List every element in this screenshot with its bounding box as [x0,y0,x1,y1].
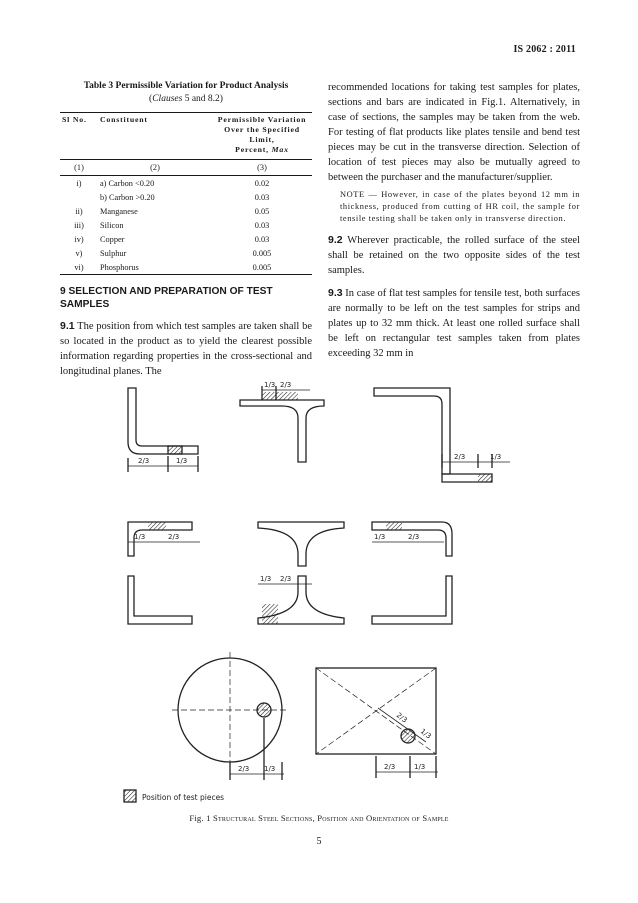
table-row: b) Carbon >0.20 0.03 [100,192,270,202]
figure-1 [80,378,558,818]
legend-label: Position of test pieces [142,793,225,802]
dim-two-thirds: 2/3 [280,575,292,583]
col-num-2: (2) [98,160,212,176]
paragraph-9-2: 9.2 Wherever practicable, the rolled surface of the steel shall be retained on the two opposite sides of the test samples. [328,234,580,276]
th-sl: Sl No. [62,115,87,124]
dim-two-thirds: 2/3 [384,763,396,771]
dim-two-thirds: 2/3 [168,533,180,541]
round-bar-section [172,652,288,780]
table-title: Table 3 Permissible Variation for Product Analysis [83,81,289,91]
running-header: IS 2062 : 2011 [513,44,576,55]
hatch-swatch [124,790,136,802]
dim-one-third: 1/3 [264,765,276,773]
dim-two-thirds: 2/3 [408,533,420,541]
table-row: v) Sulphur 0.005 [75,248,272,258]
table-row: iv) Copper 0.03 [74,234,270,244]
th-variation: Permissible Variation Over the Specified Limit, Percent, Max [217,115,307,154]
dim-one-third: 1/3 [176,457,188,465]
right-column [328,80,580,361]
table-row: iii) Silicon 0.03 [74,220,270,230]
i-beam-section [258,522,344,624]
tee-section [240,386,324,462]
figure-caption: Fig. 1 Structural Steel Sections, Position and Orientation of Sample [189,813,449,823]
paragraph-9-1: 9.1 The position from which test samples are taken shall be so located in the product as to yield the clearest possible information regarding properties in the cross-sectional and longitudinal planes. The [60,320,312,377]
dim-two-thirds: 2/3 [138,457,150,465]
section-9-heading: 9 SELECTION AND PREPARATION OF TEST SAMPLES [60,286,273,310]
th-constituent: Constituent [100,115,148,124]
rectangular-bar-section [316,668,438,778]
note: NOTE — However, in case of the plates beyond 12 mm in thickness, produced from cutting of HR coil, the sample for tensile testing shall be taken only in transverse direction. [340,190,580,223]
table-caption [60,80,312,106]
dim-one-third: 1/3 [260,575,272,583]
variation-table [60,112,312,275]
page-number: 5 [316,836,322,847]
angle-section-2 [374,388,510,482]
table-row: i) a) Carbon <0.20 0.02 [76,178,270,188]
dim-one-third: 1/3 [490,453,502,461]
dim-two-thirds: 2/3 [280,381,292,389]
left-column [60,80,312,379]
col-num-1: (1) [60,160,98,176]
paragraph-9-3: 9.3 In case of flat test samples for tensile test, both surfaces are normally to be left on the test samples for strips and plates up to 32 mm thick. At least one rolled surface shall be left on rectangular test samples taken from plates exceeding 32 mm in [328,287,580,359]
dim-one-third: 1/3 [134,533,146,541]
dim-two-thirds: 2/3 [394,711,409,725]
dim-two-thirds: 2/3 [238,765,250,773]
col-num-3: (3) [212,160,312,176]
table-row: ii) Manganese 0.05 [75,206,270,216]
dim-one-third: 1/3 [418,727,433,741]
dim-one-third: 1/3 [374,533,386,541]
dim-one-third: 1/3 [414,763,426,771]
dim-one-third: 1/3 [264,381,276,389]
dim-two-thirds: 2/3 [454,453,466,461]
paragraph-9-1-continued: recommended locations for taking test samples for plates, sections and bars are indicated in Fig.1. Alternatively, in case of sections, the samples may be taken from the web. For testing of flat products like plates tensile and bend test pieces may be cut in the transverse direction. Selection of location of test pieces may also be mutually agreed to between the purchaser and the manufacturer/supplier. [328,82,580,183]
table-row: vi) Phosphorus 0.005 [60,260,312,275]
table-clauses: (Clauses 5 and 8.2) [149,94,223,104]
